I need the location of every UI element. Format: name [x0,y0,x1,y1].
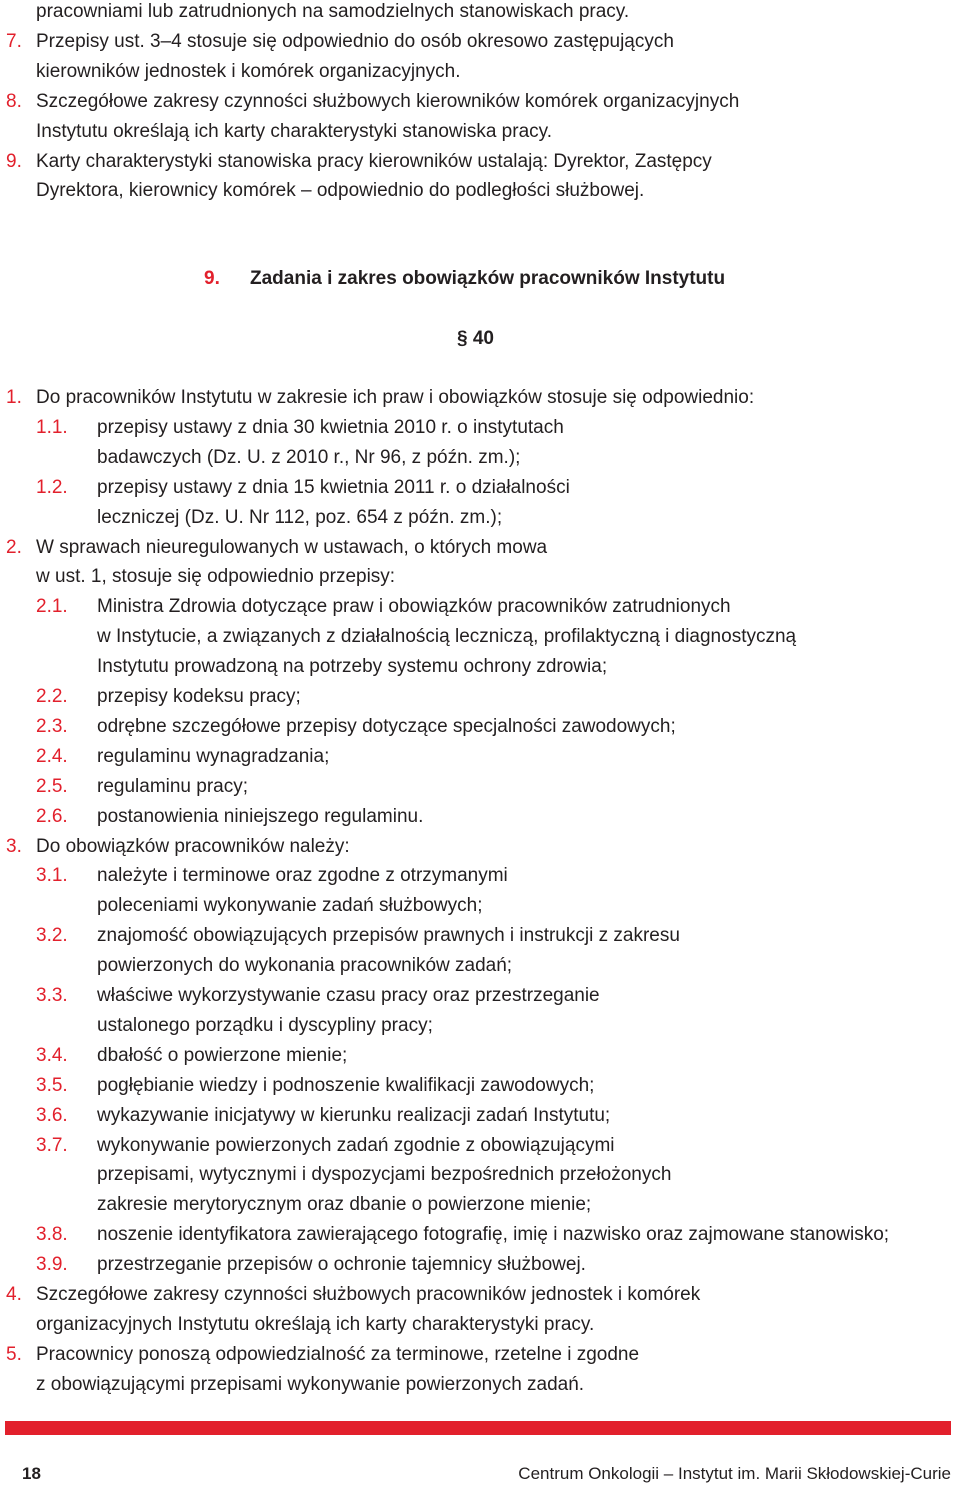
list-item-text: Do obowiązków pracowników należy: [36,835,350,857]
sublist-item-text: powierzonych do wykonania pracowników zadań; [97,955,513,977]
list-number: 1. [6,387,22,408]
sublist-item-text: ustalonego porządku i dyscypliny pracy; [97,1014,433,1036]
sublist-number: 3.8. [36,1224,68,1246]
list-number: 7. [6,30,22,52]
list-item-text: Przepisy ust. 3–4 stosuje się odpowiednio do osób okresowo zastępujących [36,30,674,52]
sublist-item-text: należyte i terminowe oraz zgodne z otrzymanymi [97,865,508,887]
sublist-number: 2.5. [36,775,68,797]
sublist-number: 3.5. [36,1074,68,1096]
sublist-number: 3.2. [36,925,68,947]
list-item-text: z obowiązującymi przepisami wykonywanie powierzonych zadań. [36,1373,585,1395]
section-number: 9. [204,268,220,289]
sublist-item-text: pogłębianie wiedzy i podnoszenie kwalifikacji zawodowych; [97,1074,595,1096]
sublist-item-text: poleceniami wykonywanie zadań służbowych; [97,895,483,917]
list-item-text: Instytutu określają ich karty charakterystyki stanowiska pracy. [36,120,553,142]
sublist-number: 2.2. [36,686,68,707]
list-item-text: Dyrektora, kierownicy komórek – odpowiednio do podległości służbowej. [36,180,645,202]
list-item-text: W sprawach nieuregulowanych w ustawach, o których mowa [36,536,548,558]
footer-bar [5,1421,951,1435]
list-number: 9. [6,150,22,172]
sublist-number: 2.4. [36,745,68,767]
sublist-number: 3.4. [36,1044,68,1066]
list-number: 4. [6,1284,22,1305]
list-item-text: Pracownicy ponoszą odpowiedzialność za terminowe, rzetelne i zgodne [36,1343,640,1365]
sublist-item-text: odrębne szczegółowe przepisy dotyczące specjalności zawodowych; [97,715,676,737]
footer-publisher: Centrum Onkologii – Instytut im. Marii Skłodowskiej-Curie [518,1464,951,1483]
sublist-item-text: Ministra Zdrowia dotyczące praw i obowiązków pracowników zatrudnionych [97,596,731,618]
sublist-item-text: przepisy kodeksu pracy; [97,686,301,707]
list-item-text: w ust. 1, stosuje się odpowiednio przepisy: [36,566,396,588]
list-item-text: Szczegółowe zakresy czynności służbowych kierowników komórek organizacyjnych [36,90,740,112]
sublist-item-text: w Instytucie, a związanych z działalnością leczniczą, profilaktyczną i diagnostyczną [97,626,797,648]
sublist-item-text: leczniczej (Dz. U. Nr 112, poz. 654 z późn. zm.); [97,506,503,528]
sublist-item-text: wykazywanie inicjatywy w kierunku realizacji zadań Instytutu; [97,1104,611,1126]
sublist-item-text: noszenie identyfikatora zawierającego fotografię, imię i nazwisko oraz zajmowane stanowisko; [97,1224,890,1246]
list-item-text: kierowników jednostek i komórek organizacyjnych. [36,60,461,82]
sublist-item-text: przestrzeganie przepisów o ochronie tajemnicy służbowej. [97,1254,586,1276]
sublist-number: 2.3. [36,715,68,737]
sublist-item-text: Instytutu prowadzoną na potrzeby systemu ochrony zdrowia; [97,656,608,678]
sublist-number: 1.2. [36,476,68,498]
sublist-number: 2.1. [36,596,68,618]
sublist-item-text: przepisy ustawy z dnia 15 kwietnia 2011 r. o działalności [97,476,570,498]
list-item-text: Do pracowników Instytutu w zakresie ich praw i obowiązków stosuje się odpowiednio: [36,387,755,408]
sublist-item-text: regulaminu wynagradzania; [97,745,330,767]
list-number: 5. [6,1343,22,1365]
sublist-item-text: zakresie merytorycznym oraz dbanie o powierzone mienie; [97,1194,592,1216]
list-item-text: Karty charakterystyki stanowiska pracy kierowników ustalają: Dyrektor, Zastępcy [36,150,712,172]
sublist-item-text: regulaminu pracy; [97,775,249,797]
sublist-item-text: znajomość obowiązujących przepisów prawnych i instrukcji z zakresu [97,925,680,947]
paragraph-number: § 40 [457,328,494,349]
sublist-number: 3.7. [36,1134,68,1156]
sublist-item-text: właściwe wykorzystywanie czasu pracy oraz przestrzeganie [97,985,600,1006]
list-item-text: Szczegółowe zakresy czynności służbowych pracowników jednostek i komórek [36,1284,701,1305]
sublist-number: 2.6. [36,805,68,827]
list-item-text: organizacyjnych Instytutu określają ich karty charakterystyki pracy. [36,1313,595,1335]
list-item-text: pracowniami lub zatrudnionych na samodzielnych stanowiskach pracy. [36,1,630,22]
list-number: 8. [6,90,22,112]
sublist-number: 3.3. [36,985,68,1006]
list-number: 3. [6,835,22,857]
sublist-item-text: wykonywanie powierzonych zadań zgodnie z obowiązującymi [97,1134,615,1156]
sublist-item-text: postanowienia niniejszego regulaminu. [97,805,424,827]
sublist-number: 3.9. [36,1254,68,1276]
sublist-number: 3.6. [36,1104,68,1126]
sublist-item-text: dbałość o powierzone mienie; [97,1044,348,1066]
sublist-number: 1.1. [36,416,68,438]
sublist-item-text: przepisami, wytycznymi i dyspozycjami bezpośrednich przełożonych [97,1164,672,1186]
sublist-number: 3.1. [36,865,68,887]
section-title: Zadania i zakres obowiązków pracowników Instytutu [250,268,726,289]
page-number: 18 [22,1464,41,1483]
sublist-item-text: przepisy ustawy z dnia 30 kwietnia 2010 r. o instytutach [97,416,564,438]
list-number: 2. [6,536,22,558]
sublist-item-text: badawczych (Dz. U. z 2010 r., Nr 96, z późn. zm.); [97,446,521,468]
